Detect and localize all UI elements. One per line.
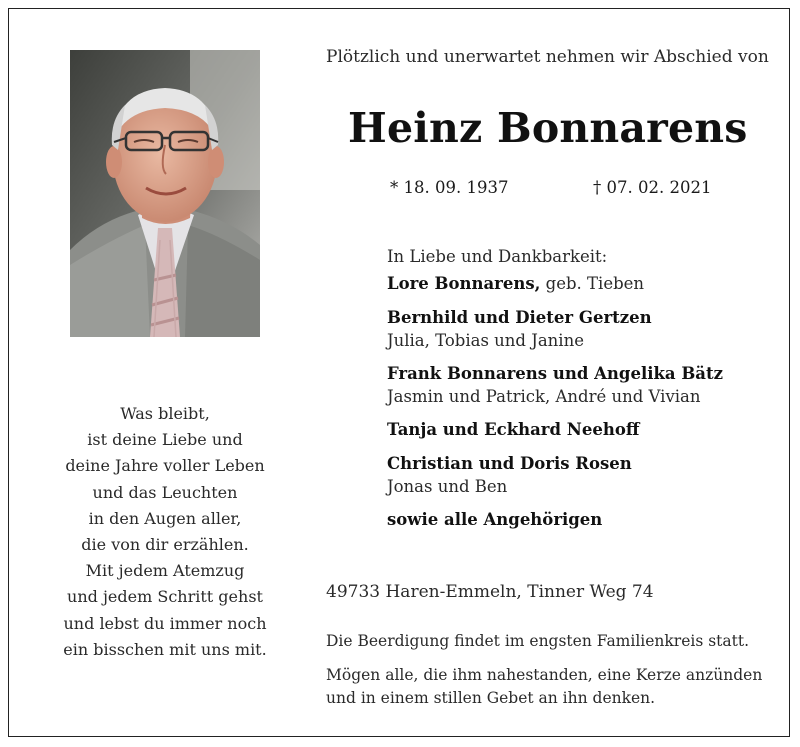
mourner-group [387,271,787,296]
mourner-group [387,305,787,352]
mourner-secondary: Julia, Tobias und Janine [387,331,584,350]
mourner-primary: Bernhild und Dieter Gertzen [387,308,652,327]
poem-line: und das Leuchten [92,482,238,502]
funeral-notice: Die Beerdigung findet im engsten Familienkreis statt. [326,632,750,650]
candle-notice [326,664,768,710]
poem-line: und lebst du immer noch [63,613,267,633]
poem-line: deine Jahre voller Leben [65,456,265,476]
mourner-primary: Tanja und Eckhard Neehoff [387,420,640,439]
mourner-secondary: Jasmin und Patrick, André und Vivian [387,387,701,406]
thanks-heading: In Liebe und Dankbarkeit: [387,247,608,266]
intro-text: Plötzlich und unerwartet nehmen wir Abschied von [326,47,769,67]
death-date: † 07. 02. 2021 [593,178,712,197]
mourner-group [387,417,787,442]
mourner-group [387,507,787,532]
poem-line: die von dir erzählen. [81,535,249,555]
candle-line: und in einem stillen Gebet an ihn denken. [326,689,656,707]
address: 49733 Haren-Emmeln, Tinner Weg 74 [326,582,654,602]
poem-line: ein bisschen mit uns mit. [63,639,267,659]
poem-line: ist deine Liebe und [87,430,243,450]
mourner-primary: Frank Bonnarens und Angelika Bätz [387,364,723,383]
portrait-photo [70,50,260,337]
candle-line: Mögen alle, die ihm nahestanden, eine Kerze anzünden [326,666,763,684]
poem [62,401,268,663]
mourner-suffix: geb. Tieben [540,274,645,293]
birth-date: * 18. 09. 1937 [390,178,509,197]
mourner-primary: sowie alle Angehörigen [387,510,603,529]
poem-line: Was bleibt, [120,404,210,423]
poem-line: Mit jedem Atemzug [85,561,245,581]
mourner-group [387,451,787,498]
deceased-name: Heinz Bonnarens [348,104,748,152]
portrait-illustration [70,50,260,337]
mourner-group [387,361,787,408]
mourner-primary: Christian und Doris Rosen [387,454,632,473]
mourner-secondary: Jonas und Ben [387,477,508,496]
mourner-primary: Lore Bonnarens, [387,274,541,293]
poem-line: in den Augen aller, [88,508,242,528]
poem-line: und jedem Schritt gehst [67,587,263,607]
mourners-list [387,244,787,532]
